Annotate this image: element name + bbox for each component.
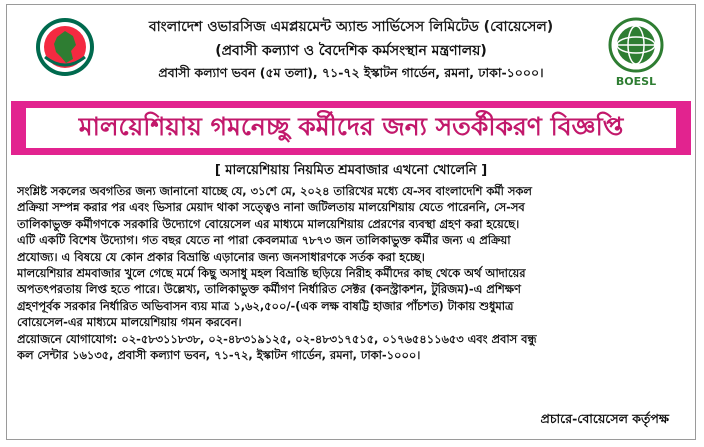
header (7, 5, 695, 93)
body-line: কল সেন্টার ১৬১৩৫, প্রবাসী কল্যাণ ভবন, ৭১-৭২, ইস্কাটন গার্ডেন, রমনা, ঢাকা-১০০০। (17, 347, 421, 362)
subheading: [ মালয়েশিয়ায় নিয়মিত শ্রমবাজার এখনো খোলেনি ] (214, 163, 488, 178)
org-name: বাংলাদেশ ওভারসিজ এমপ্লয়মেন্ট অ্যান্ড সার্ভিসেস লিমিটেড (বোয়েসেল) (148, 19, 554, 35)
signature: প্রচারে-বোয়েসেল কর্তৃপক্ষ (540, 411, 669, 426)
body-line: গ্রহণপূর্বক সরকার নির্ধারিত অভিবাসন ব্যয় মাত্র ১,৬২,৫০০/-(এক লক্ষ বাষট্টি হাজার পাঁচশত) টাকায় শুধুমাত্র (17, 298, 514, 313)
notice-body (17, 183, 685, 363)
boesl-logo-icon (605, 17, 667, 89)
notice-card (6, 4, 696, 440)
bangladesh-govt-seal-icon (35, 17, 95, 77)
body-line: প্রক্রিয়া সম্পন্ন করার পর এবং ভিসার মেয়াদ থাকা সত্ত্বেও নানা জটিলতায় মালয়েশিয়ায় যেতে পারেননি, সে-সব (17, 200, 525, 215)
body-line: সংশ্লিষ্ট সকলের অবগতির জন্য জানানো যাচ্ছে যে, ৩১শে মে, ২০২৪ তারিখের মধ্যে যে-সব বাংলাদেশি কর্মী সকল (17, 184, 532, 198)
body-line: তালিকাভুক্ত কর্মীগণকে সরকারি উদ্যোগে বোয়েসেল এর মাধ্যমে মালয়েশিয়ায় প্রেরণের ব্যবস্থা গ্রহণ করা হয়েছে। (17, 216, 520, 231)
boesl-logo-text: BOESL (615, 75, 657, 88)
ministry-name: (প্রবাসী কল্যাণ ও বৈদেশিক কর্মসংস্থান মন্ত্রণালয়) (215, 43, 487, 59)
body-line: এটি একটি বিশেষ উদ্যোগ। গত বছর যেতে না পারা কেবলমাত্র ৭৮৭৩ জন তালিকাভুক্ত কর্মীর জন্য এ প্রক্রিয়া (17, 233, 511, 248)
body-line: প্রয়োজনে যোগাযোগ: ০২-৫৮৩১১৮৩৮, ০২-৪৮৩১৯১২৫, ০২-৪৮৩১৭৫১৫, ০১৭৬৫৪১১৬৫৩ এবং প্রবাস বন্ধু (17, 331, 537, 346)
body-line: বোয়েসেল-এর মাধ্যমে মালয়েশিয়ায় গমন করবেন। (17, 315, 242, 330)
title-banner (11, 101, 691, 155)
body-line: অপতৎপরতায় লিপ্ত হতে পারে। উল্লেখ্য, তালিকাভুক্ত কর্মীগণ নির্ধারিত সেক্টর (কনস্ট্রাকশন, টুরিজম)-এ প্রশিক্ষণ (17, 282, 521, 297)
body-line: প্রযোজ্য। এ বিষয়ে যে কোন প্রকার বিভ্রান্তি এড়ানোর জন্য জনসাধারণকে সর্তক করা হচ্ছে। (17, 249, 425, 264)
office-address: প্রবাসী কল্যাণ ভবন (৫ম তলা), ৭১-৭২ ইস্কাটন গার্ডেন, রমনা, ঢাকা-১০০০। (158, 65, 544, 80)
notice-title: মালয়েশিয়ায় গমনেচ্ছু কর্মীদের জন্য সতর্কীকরণ বিজ্ঞপ্তি (26, 108, 676, 148)
body-line: মালয়েশিয়ার শ্রমবাজার খুলে গেছে মর্মে কিছু অসাধু মহল বিভ্রান্তি ছড়িয়ে নিরীহ কর্মীদের কাছ থেকে অর্থ আদায়ের (17, 265, 526, 280)
